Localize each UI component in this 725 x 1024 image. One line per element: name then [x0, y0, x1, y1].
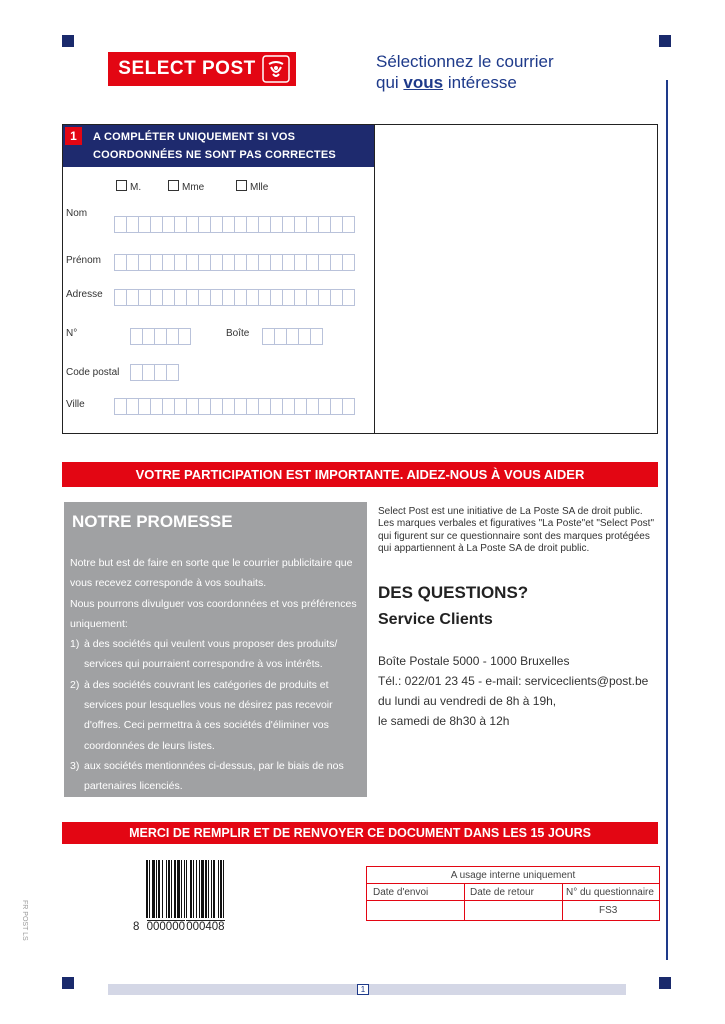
boite-input[interactable] — [262, 328, 322, 345]
corner-mark-bottom-left — [62, 977, 74, 989]
barcode-bar — [211, 860, 212, 918]
barcode-bar — [174, 860, 176, 918]
label-mlle: Mlle — [250, 182, 269, 193]
barcode-digit-left: 8 — [133, 921, 140, 933]
label-boite: Boîte — [226, 328, 250, 339]
label-ville: Ville — [66, 399, 85, 410]
hours-saturday: le samedi de 8h30 à 12h — [378, 714, 510, 728]
headline-line1: Sélectionnez le courrier — [376, 52, 554, 71]
promise-item — [70, 756, 362, 797]
barcode-bar — [193, 860, 194, 918]
barcode-bar — [158, 860, 160, 918]
logo-text: SELECT POST — [118, 58, 256, 79]
label-adresse: Adresse — [66, 289, 103, 300]
barcode-bar — [162, 860, 163, 918]
headline — [376, 51, 636, 93]
phone-email: Tél.: 022/01 23 45 - e-mail: serviceclients@post.be — [378, 674, 649, 688]
input-cell[interactable] — [342, 289, 355, 306]
barcode-bar — [190, 860, 192, 918]
barcode-bar — [208, 860, 209, 918]
return-banner: MERCI DE REMPLIR ET DE RENVOYER CE DOCUMENT DANS LES 15 JOURS — [62, 822, 658, 844]
promise-item-number: 2) — [70, 678, 80, 691]
promise-body — [70, 553, 362, 797]
barcode — [146, 860, 248, 918]
barcode-bar — [218, 860, 219, 918]
checkbox-mme[interactable] — [168, 180, 179, 191]
headline-suffix: intéresse — [443, 73, 517, 92]
internal-col-date-retour: Date de retour — [470, 887, 534, 898]
intro-text: Select Post est une initiative de La Poste SA de droit public. Les marques verbales et figuratives "La Poste"et "Select Post" qui figurent sur ce questionnaire sont des marques protégées qui appartiennent à La Poste SA de droit public. — [378, 506, 655, 555]
form-header-text: A COMPLÉTER UNIQUEMENT SI VOS COORDONNÉES NE SONT PAS CORRECTES — [93, 131, 336, 161]
barcode-bar — [149, 860, 150, 918]
barcode-bar — [196, 860, 197, 918]
barcode-bar — [168, 860, 170, 918]
promise-item-number: 3) — [70, 759, 80, 772]
form-header — [63, 125, 374, 167]
internal-col-line — [562, 883, 563, 921]
barcode-bar — [156, 860, 157, 918]
internal-use-table — [366, 866, 660, 921]
ville-input[interactable] — [114, 398, 354, 415]
code-postal-input[interactable] — [130, 364, 178, 381]
internal-col-line — [464, 883, 465, 921]
input-cell[interactable] — [342, 254, 355, 271]
barcode-bar — [201, 860, 204, 918]
hours-weekdays: du lundi au vendredi de 8h à 19h, — [378, 694, 557, 708]
label-numero: N° — [66, 328, 78, 339]
barcode-bar — [220, 860, 222, 918]
corner-mark-bottom-right — [659, 977, 671, 989]
barcode-bar — [213, 860, 215, 918]
input-cell[interactable] — [178, 328, 191, 345]
barcode-bar — [166, 860, 167, 918]
barcode-bar — [152, 860, 155, 918]
input-cell[interactable] — [166, 364, 179, 381]
label-m: M. — [130, 182, 142, 193]
promise-item — [70, 634, 362, 675]
barcode-bar — [223, 860, 224, 918]
barcode-bar — [205, 860, 207, 918]
label-code-postal: Code postal — [66, 367, 120, 378]
internal-questionnaire-value: FS3 — [599, 905, 618, 916]
contact-info — [378, 651, 663, 731]
select-post-logo — [108, 52, 296, 86]
input-cell[interactable] — [342, 398, 355, 415]
barcode-bar — [184, 860, 185, 918]
internal-col-date-envoi: Date d'envoi — [373, 887, 429, 898]
promise-item-text: à des sociétés couvrant les catégories de produits et services pour lesquelles vous ne désirez pas recevoir d'offres. Ceci permettra à ces sociétés d'éliminer vos coordonnées de leurs listes. — [84, 678, 333, 752]
post-horn-icon — [262, 55, 290, 83]
adresse-input[interactable] — [114, 289, 354, 306]
postal-address: Boîte Postale 5000 - 1000 Bruxelles — [378, 654, 570, 668]
barcode-digits-right: 000408 — [186, 921, 225, 933]
barcode-bar — [199, 860, 200, 918]
barcode-bar — [171, 860, 172, 918]
input-cell[interactable] — [310, 328, 323, 345]
promise-item-number: 1) — [70, 638, 80, 651]
questions-title: DES QUESTIONS? — [378, 583, 529, 602]
label-nom: Nom — [66, 208, 88, 219]
promise-title: NOTRE PROMESSE — [72, 512, 233, 531]
internal-row-line — [367, 883, 659, 884]
barcode-digits-mid: 000000 — [146, 921, 185, 933]
checkbox-m[interactable] — [116, 180, 127, 191]
participation-banner: VOTRE PARTICIPATION EST IMPORTANTE. AIDEZ-NOUS À VOUS AIDER — [62, 462, 658, 487]
prenom-input[interactable] — [114, 254, 354, 271]
address-form-frame — [62, 124, 658, 434]
internal-row-line — [367, 900, 659, 901]
barcode-bar — [186, 860, 187, 918]
numero-input[interactable] — [130, 328, 190, 345]
corner-mark-top-left — [62, 35, 74, 47]
form-section-number: 1 — [65, 127, 82, 145]
checkbox-mlle[interactable] — [236, 180, 247, 191]
label-mme: Mme — [182, 182, 205, 193]
form-divider — [374, 124, 375, 434]
page-number: 1 — [357, 984, 369, 995]
promise-item-text: à des sociétés qui veulent vous proposer des produits/ services qui pourraient correspondre à vos intérêts. — [84, 638, 338, 671]
input-cell[interactable] — [342, 216, 355, 233]
barcode-bar — [181, 860, 182, 918]
barcode-bar — [146, 860, 148, 918]
right-margin-line — [666, 80, 668, 960]
headline-emphasis: vous — [403, 73, 444, 92]
headline-prefix: qui — [376, 73, 404, 92]
corner-mark-top-right — [659, 35, 671, 47]
service-clients-title: Service Clients — [378, 611, 493, 628]
barcode-digits — [133, 921, 225, 933]
barcode-bar — [177, 860, 180, 918]
promise-para1: Notre but est de faire en sorte que le courrier publicitaire que vous recevez corresponde à vos souhaits. — [70, 557, 353, 590]
side-code: FR POST LS — [21, 900, 28, 941]
nom-input[interactable] — [114, 216, 354, 233]
internal-col-questionnaire: N° du questionnaire — [566, 887, 654, 898]
promise-box — [64, 502, 367, 797]
promise-item-text: aux sociétés mentionnées ci-dessus, par le biais de nos partenaires licenciés. — [84, 759, 344, 793]
internal-use-title: A usage interne uniquement — [450, 870, 576, 881]
promise-item — [70, 675, 362, 756]
promise-para2: Nous pourrons divulguer vos coordonnées et vos préférences uniquement: — [70, 597, 357, 630]
headline-line2 — [376, 72, 636, 93]
label-prenom: Prénom — [66, 255, 102, 266]
